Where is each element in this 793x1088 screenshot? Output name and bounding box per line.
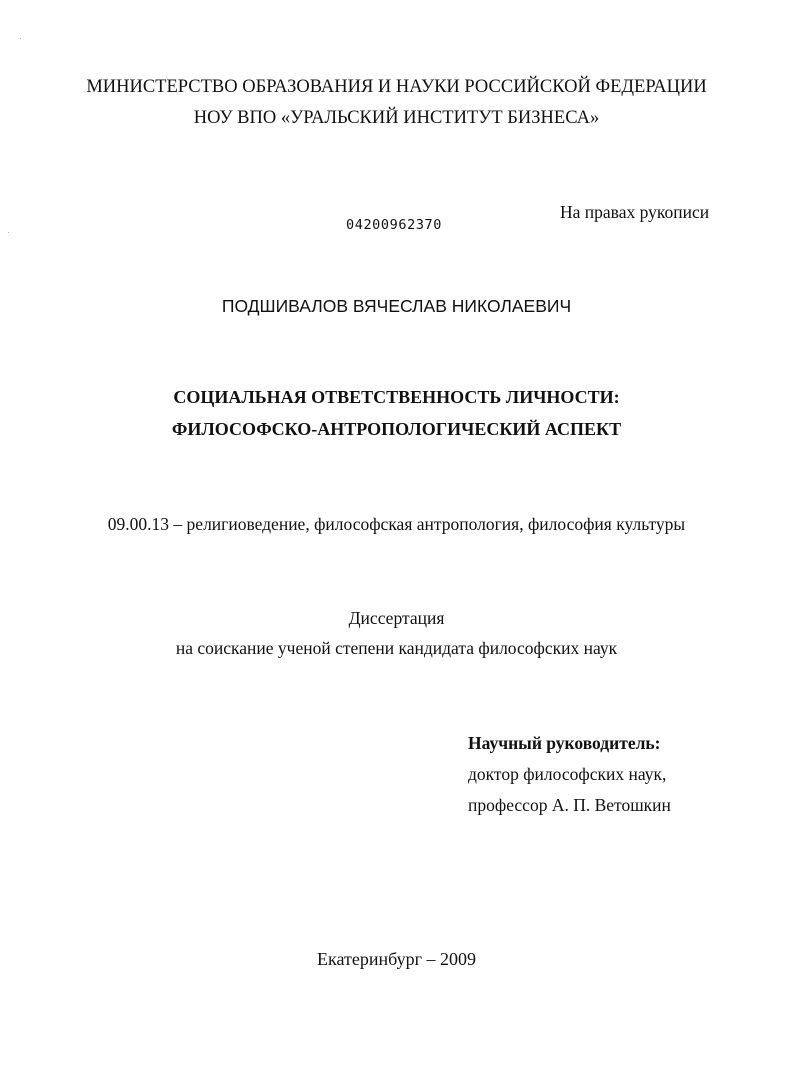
document-number: 04200962370 [346,217,443,233]
institute-heading: НОУ ВПО «УРАЛЬСКИЙ ИНСТИТУТ БИЗНЕСА» [193,108,600,128]
specialty-code: 09.00.13 – религиоведение, философская антропология, философия культуры [107,514,686,534]
manuscript-note: На правах рукописи [560,202,710,222]
document-type: Диссертация [348,608,445,628]
dissertation-title-line-1: СОЦИАЛЬНАЯ ОТВЕТСТВЕННОСТЬ ЛИЧНОСТИ: [173,387,620,407]
dissertation-title-line-2: ФИЛОСОФСКО-АНТРОПОЛОГИЧЕСКИЙ АСПЕКТ [171,419,622,439]
author-name: ПОДШИВАЛОВ ВЯЧЕСЛАВ НИКОЛАЕВИЧ [221,296,572,316]
degree-sought: на соискание ученой степени кандидата философских наук [175,638,618,658]
scan-speck [20,38,21,39]
supervisor-heading: Научный руководитель: [468,733,661,753]
supervisor-degree: доктор философских наук, [468,764,667,784]
supervisor-name: профессор А. П. Ветошкин [468,795,671,815]
scan-speck [8,232,9,233]
ministry-heading: МИНИСТЕРСТВО ОБРАЗОВАНИЯ И НАУКИ РОССИЙСКОЙ ФЕДЕРАЦИИ [86,77,707,97]
city-year: Екатеринбург – 2009 [317,949,476,969]
